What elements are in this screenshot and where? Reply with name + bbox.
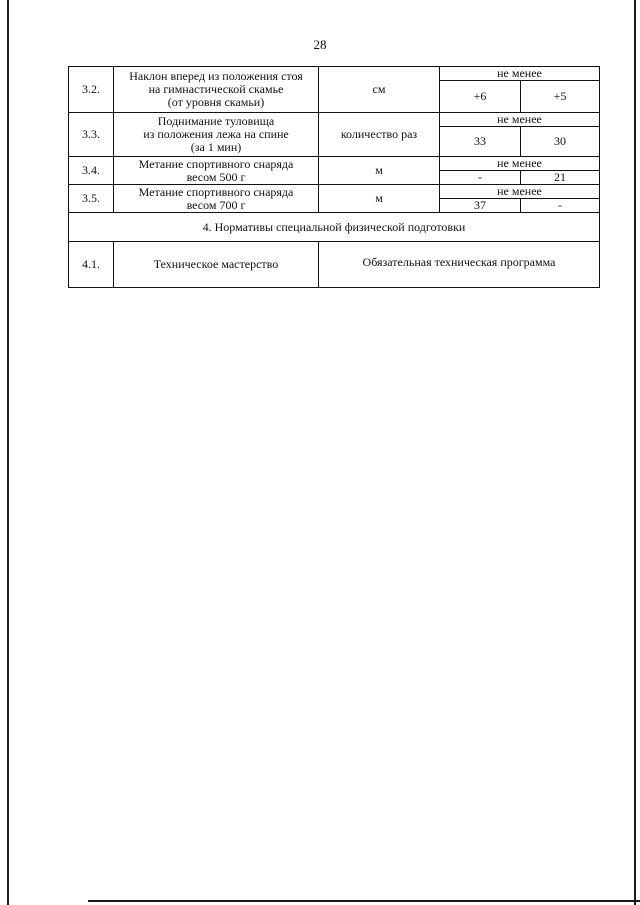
requirement-cell: Обязательная техническая программа [319,242,600,288]
table-row [69,213,600,242]
row-number: 3.2. [69,67,114,113]
exercise-name-line: (за 1 мин) [190,140,242,154]
page-number: 28 [313,37,327,52]
exercise-name-line: весом 500 г [186,169,246,184]
section-title: 4. Нормативы специальной физической подготовки [69,213,600,242]
exercise-name-line: (от уровня скамьи) [167,95,265,109]
exercise-name-line: весом 700 г [186,197,246,212]
exercise-name-line: Поднимание туловища [157,114,275,128]
condition-cell: не менее [440,157,600,171]
condition-cell: не менее [440,113,600,127]
value-cell: +6 [440,81,521,113]
exercise-name-line: из положения лежа на спине [143,127,289,141]
scan-edge-bottom [88,900,640,902]
table-row [69,113,600,127]
value-cell: - [440,171,521,185]
exercise-name [114,113,319,157]
row-number: 3.3. [69,113,114,157]
standards-table [68,66,600,288]
unit-cell: см [319,67,440,113]
row-number: 3.5. [69,185,114,213]
exercise-name-line: Метание спортивного снаряда [138,156,294,171]
unit-cell: м [319,157,440,185]
table-row [69,242,600,288]
exercise-name [114,157,319,185]
condition-cell: не менее [440,185,600,199]
table-row [69,157,600,171]
exercise-name-line: на гимнастической скамье [148,82,284,96]
unit-cell: м [319,185,440,213]
value-cell: 21 [521,171,600,185]
value-cell: 30 [521,127,600,157]
scan-edge-left [7,0,9,905]
table-row [69,185,600,199]
unit-cell: количество раз [319,113,440,157]
exercise-name: Техническое мастерство [114,242,319,288]
exercise-name [114,185,319,213]
exercise-name [114,67,319,113]
row-number: 3.4. [69,157,114,185]
value-cell: 37 [440,199,521,213]
value-cell: 33 [440,127,521,157]
value-cell: - [521,199,600,213]
row-number: 4.1. [69,242,114,288]
value-cell: +5 [521,81,600,113]
exercise-name-line: Наклон вперед из положения стоя [129,69,303,83]
table-row [69,67,600,81]
scan-edge-right [634,0,636,905]
condition-cell: не менее [440,67,600,81]
exercise-name-line: Метание спортивного снаряда [138,184,294,199]
